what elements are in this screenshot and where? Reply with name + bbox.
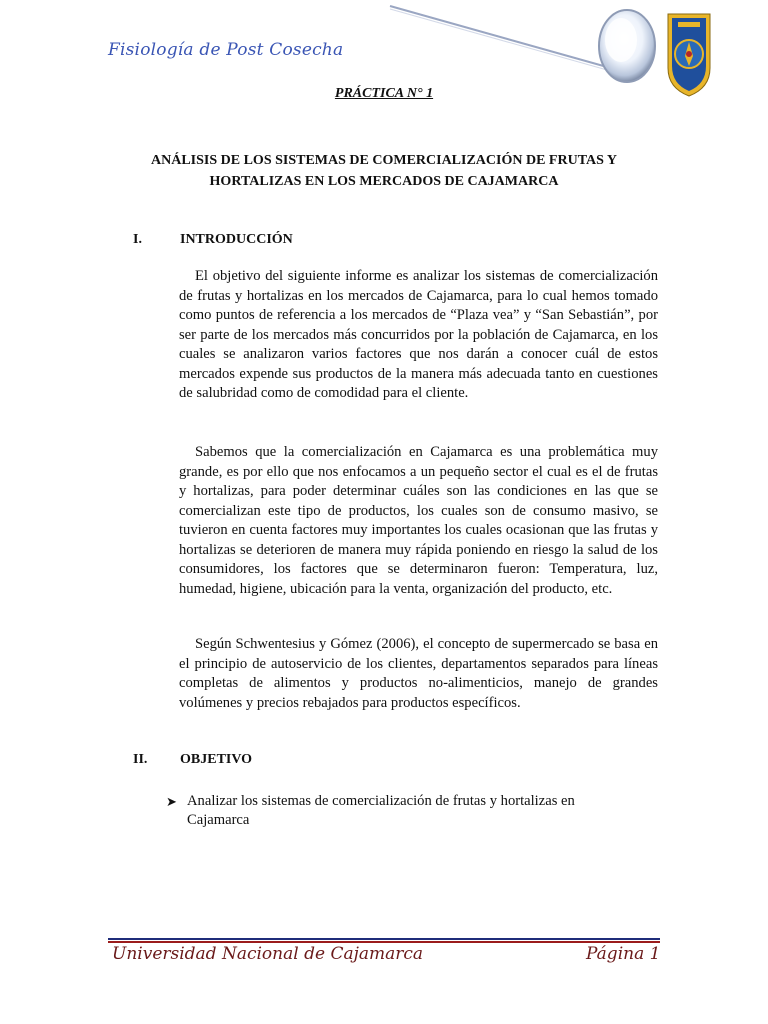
section-number: II.	[133, 752, 148, 767]
intro-paragraph-1: El objetivo del siguiente informe es analizar los sistemas de comercialización de frutas y hortalizas en los mercados de Cajamarca, para lo cual hemos tomado como puntos de referencia a los mercados de “Plaza vea” y “San Sebastián”, por ser parte de los mercados más concurridos por la población de Cajamarca, en los cuales se analizaron varios factores que nos darán a conocer cuál de estos mercados expende sus productos de la manera más adecuada tanto en cuestiones de salubridad como de comodidad para el cliente.	[179, 268, 658, 401]
section-heading-objetivo: OBJETIVO	[180, 752, 253, 767]
objective-text: Analizar los sistemas de comercialización de frutas y hortalizas en Cajamarca	[187, 793, 575, 828]
section-heading-introduccion: INTRODUCCIÓN	[180, 232, 293, 247]
header-title: Fisiología de Post Cosecha	[108, 40, 344, 60]
intro-paragraph-3: Según Schwentesius y Gómez (2006), el concepto de supermercado se basa en el principio de autoservicio de los clientes, departamentos separados para líneas completas de alimentos y productos no-alimenticios, manejo de grandes volúmenes y precios rebajados para productos específicos.	[179, 636, 658, 711]
glass-orb-icon	[599, 10, 655, 82]
footer-page-number: Página 1	[586, 944, 661, 964]
intro-paragraph-2: Sabemos que la comercialización en Cajamarca es una problemática muy grande, es por ello que nos enfocamos a un pequeño sector el cual es el de frutas y hortalizas, para poder determinar cuáles son las condiciones en las que se comercializan este tipo de productos, los cuales son de consumo masivo, se tuvieron en cuenta factores muy importantes los cuales ocasionan que las frutas y hortalizas se deterioren de manera muy rápida poniendo en riesgo la salud de los consumidores, los factores que se determinaron fueron: Temperatura, luz, humedad, higiene, ubicación para la venta, organización del producto, etc.	[179, 444, 658, 597]
document-title-line-2: HORTALIZAS EN LOS MERCADOS DE CAJAMARCA	[209, 174, 559, 189]
university-seal-icon	[664, 8, 714, 98]
document-title-line-1: ANÁLISIS DE LOS SISTEMAS DE COMERCIALIZACIÓN DE FRUTAS Y	[151, 153, 617, 168]
document-title	[100, 150, 668, 192]
section-number: I.	[133, 232, 142, 247]
footer-university: Universidad Nacional de Cajamarca	[112, 944, 424, 964]
arrow-bullet-icon: ➤	[166, 794, 177, 809]
practice-number: PRÁCTICA N° 1	[334, 86, 434, 101]
